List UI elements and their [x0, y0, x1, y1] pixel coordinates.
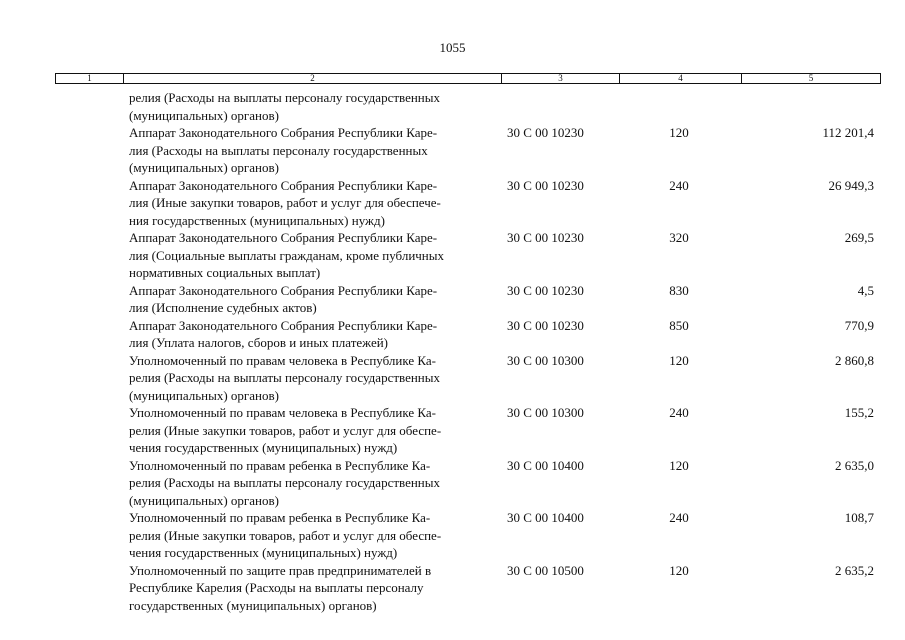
- description-line: Уполномоченный по защите прав предпринимателей в: [129, 562, 432, 578]
- table-row: [0, 352, 905, 405]
- expense-description: [129, 89, 494, 124]
- target-article-code: 30 С 00 10400: [507, 457, 584, 473]
- table-row: [0, 404, 905, 457]
- table-row: [0, 89, 905, 124]
- expense-description: [129, 352, 494, 405]
- description-line: Аппарат Законодательного Собрания Республики Каре-: [129, 125, 438, 140]
- description-line: Республике Карелия (Расходы на выплаты персоналу: [129, 580, 424, 595]
- description-line: релия (Иные закупки товаров, работ и услуг для обеспе-: [129, 527, 442, 543]
- description-line: чения государственных (муниципальных) нужд): [129, 440, 398, 455]
- description-line: Уполномоченный по правам человека в Республике Ка-: [129, 405, 436, 420]
- expense-description: [129, 562, 494, 615]
- description-line: Уполномоченный по правам ребенка в Республике Ка-: [129, 457, 431, 473]
- description-line: Аппарат Законодательного Собрания Республики Каре-: [129, 177, 438, 193]
- amount-value: 112 201,4: [822, 125, 874, 140]
- expense-description: [129, 404, 494, 457]
- expense-description: [129, 317, 494, 352]
- description-line: Аппарат Законодательного Собрания Республики Каре-: [129, 282, 438, 298]
- expense-type-code: 120: [669, 125, 689, 140]
- column-number-4: 4: [620, 74, 742, 83]
- table-row: [0, 562, 905, 615]
- description-line: (муниципальных) органов): [129, 492, 279, 508]
- description-line: релия (Расходы на выплаты персоналу государственных: [129, 475, 440, 490]
- expense-description: [129, 509, 494, 562]
- table-row: [0, 282, 905, 317]
- description-line: Уполномоченный по правам ребенка в Республике Ка-: [129, 510, 431, 525]
- description-line: Уполномоченный по правам человека в Республике Ка-: [129, 352, 436, 368]
- expense-type-code: 120: [669, 562, 689, 578]
- expense-type-code: 850: [669, 317, 689, 333]
- description-line: (муниципальных) органов): [129, 387, 279, 403]
- expense-description: [129, 457, 494, 510]
- column-number-1: 1: [56, 74, 124, 83]
- page-number: 1055: [439, 40, 466, 55]
- description-line: лия (Уплата налогов, сборов и иных платежей): [129, 335, 389, 350]
- description-line: лия (Социальные выплаты гражданам, кроме публичных: [129, 247, 445, 263]
- expense-type-code: 320: [669, 230, 689, 245]
- description-line: чения государственных (муниципальных) нужд): [129, 545, 398, 560]
- expense-type-code: 830: [669, 282, 689, 298]
- expense-description: [129, 177, 494, 230]
- target-article-code: 30 С 00 10500: [507, 562, 584, 578]
- target-article-code: 30 С 00 10300: [507, 352, 584, 368]
- description-line: лия (Исполнение судебных актов): [129, 300, 317, 315]
- amount-value: 26 949,3: [828, 177, 874, 193]
- description-line: ния государственных (муниципальных) нужд): [129, 212, 385, 228]
- expense-type-code: 120: [669, 352, 689, 368]
- table-row: [0, 124, 905, 177]
- description-line: Аппарат Законодательного Собрания Республики Каре-: [129, 317, 438, 333]
- table-row: [0, 229, 905, 282]
- target-article-code: 30 С 00 10230: [507, 282, 584, 298]
- table-body: [0, 89, 905, 614]
- expense-type-code: 240: [669, 405, 689, 420]
- table-row: [0, 509, 905, 562]
- table-row: [0, 317, 905, 352]
- amount-value: 2 860,8: [835, 352, 874, 368]
- description-line: релия (Иные закупки товаров, работ и услуг для обеспе-: [129, 422, 442, 438]
- description-line: нормативных социальных выплат): [129, 265, 321, 280]
- description-line: (муниципальных) органов): [129, 160, 279, 175]
- table-column-header: [55, 73, 881, 84]
- column-number-2: 2: [124, 74, 502, 83]
- expense-type-code: 240: [669, 177, 689, 193]
- description-line: государственных (муниципальных) органов): [129, 597, 377, 613]
- amount-value: 155,2: [844, 405, 874, 420]
- target-article-code: 30 С 00 10300: [507, 405, 584, 420]
- target-article-code: 30 С 00 10230: [507, 125, 584, 140]
- description-line: лия (Расходы на выплаты персоналу государственных: [129, 142, 428, 158]
- expense-description: [129, 282, 494, 317]
- amount-value: 2 635,2: [835, 562, 874, 578]
- amount-value: 2 635,0: [835, 457, 874, 473]
- table-row: [0, 457, 905, 510]
- target-article-code: 30 С 00 10400: [507, 510, 584, 525]
- description-line: лия (Иные закупки товаров, работ и услуг для обеспече-: [129, 195, 441, 210]
- column-number-3: 3: [502, 74, 620, 83]
- amount-value: 770,9: [844, 317, 874, 333]
- target-article-code: 30 С 00 10230: [507, 317, 584, 333]
- target-article-code: 30 С 00 10230: [507, 230, 584, 245]
- description-line: (муниципальных) органов): [129, 107, 279, 123]
- description-line: Аппарат Законодательного Собрания Республики Каре-: [129, 230, 438, 245]
- description-line: релия (Расходы на выплаты персоналу государственных: [129, 90, 440, 105]
- table-row: [0, 177, 905, 230]
- target-article-code: 30 С 00 10230: [507, 177, 584, 193]
- expense-type-code: 120: [669, 457, 689, 473]
- description-line: релия (Расходы на выплаты персоналу государственных: [129, 370, 440, 385]
- column-number-5: 5: [808, 73, 814, 83]
- expense-description: [129, 229, 494, 282]
- expense-description: [129, 124, 494, 177]
- amount-value: 4,5: [857, 282, 874, 298]
- expense-type-code: 240: [669, 510, 689, 525]
- amount-value: 108,7: [844, 510, 874, 525]
- amount-value: 269,5: [844, 230, 874, 245]
